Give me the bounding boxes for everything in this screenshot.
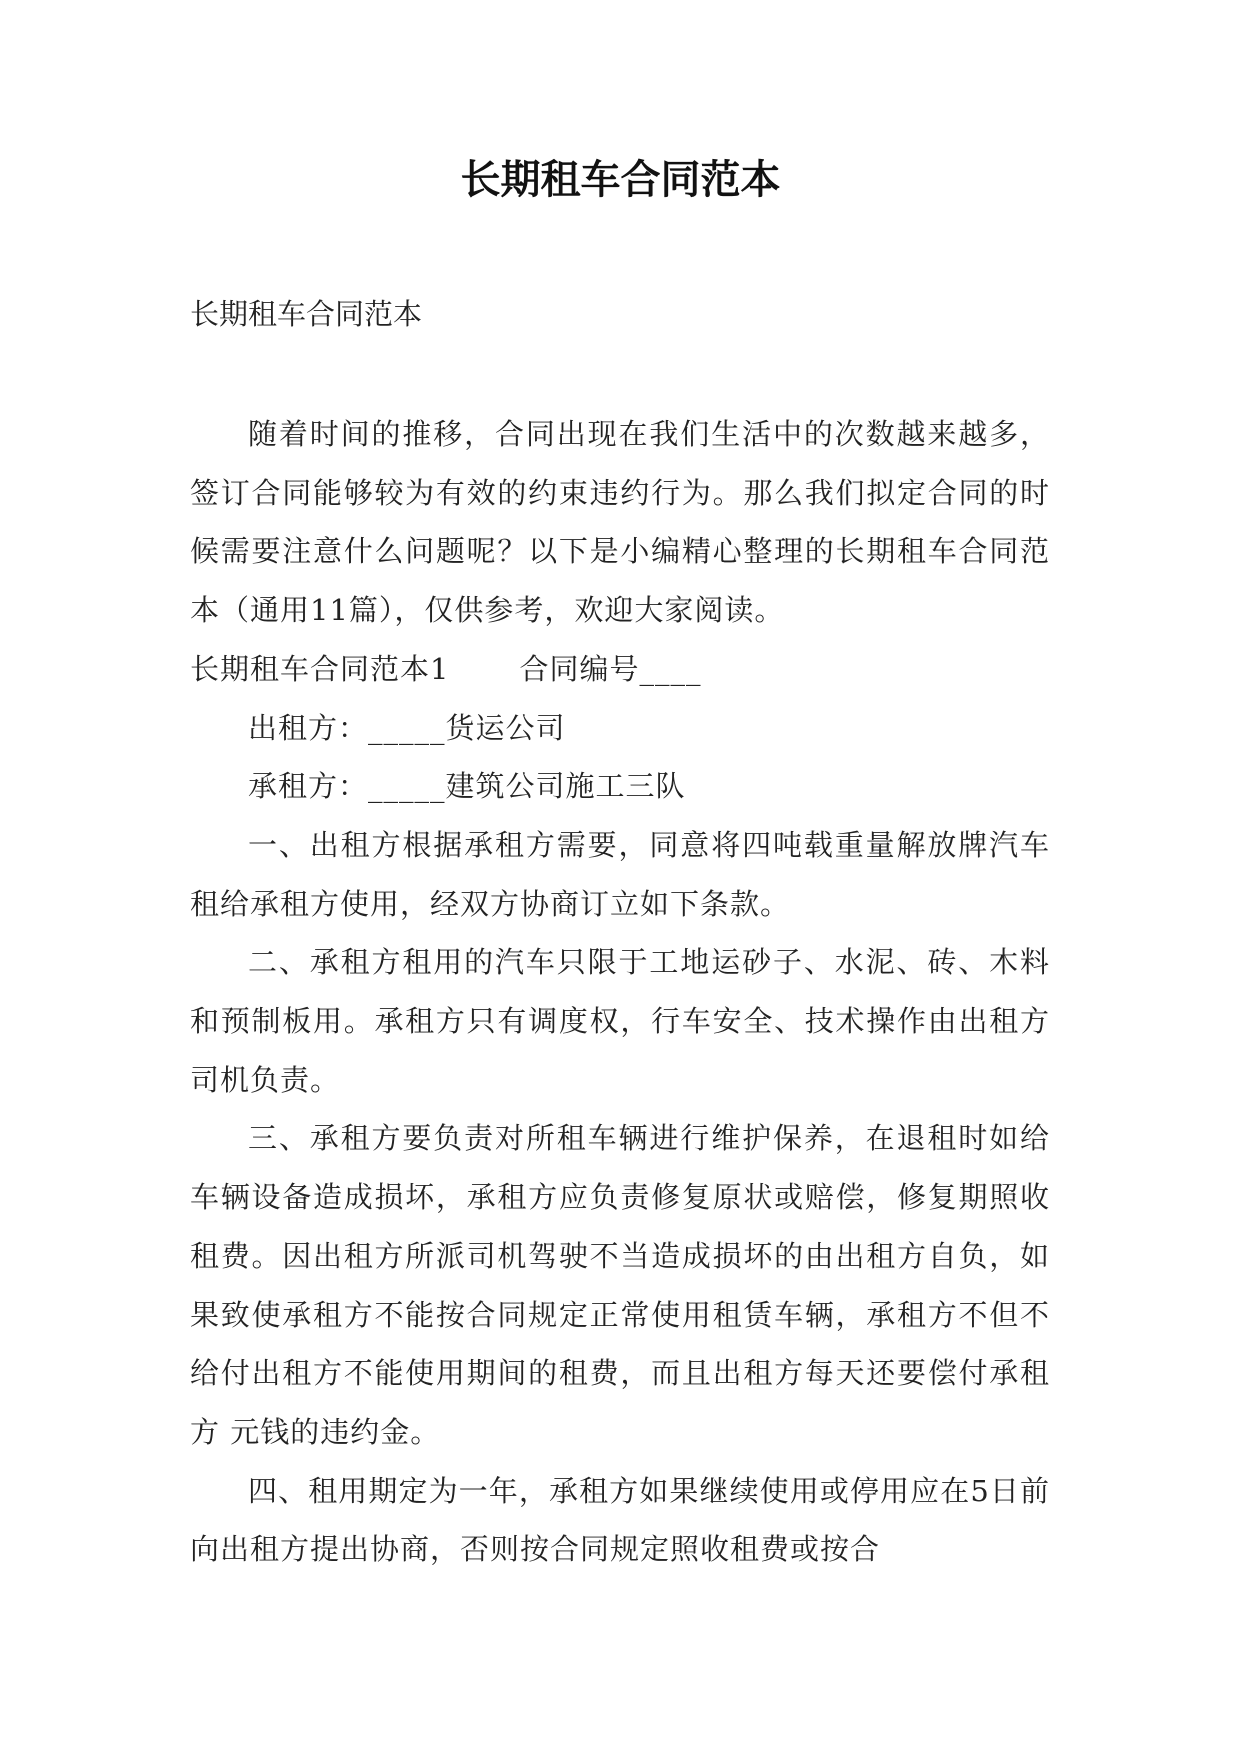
lessee-line: 承租方：_____建筑公司施工三队 <box>248 769 686 804</box>
document-subtitle: 长期租车合同范本 <box>190 297 423 331</box>
clause-3: 三、承租方要负责对所租车辆进行维护保养，在退租时如给车辆设备造成损坏，承租方应负责修复原状或赔偿，修复期照收租费。因出租方所派司机驾驶不当造成损坏的由出租方自负，如果致使承租方不能按合同规定正常使用租赁车辆，承租方不但不给付出租方不能使用期间的租费，而且出租方每天还要偿付承租方 元钱的违约金。 <box>190 1121 1050 1449</box>
clause-2: 二、承租方租用的汽车只限于工地运砂子、水泥、砖、木料和预制板用。承租方只有调度权，行车安全、技术操作由出租方司机负责。 <box>190 945 1050 1097</box>
intro-paragraph: 随着时间的推移，合同出现在我们生活中的次数越来越多，签订合同能够较为有效的约束违约行为。那么我们拟定合同的时候需要注意什么问题呢？以下是小编精心整理的长期租车合同范本（通用11篇），仅供参考，欢迎大家阅读。 <box>190 417 1050 628</box>
lessor-line: 出租方：_____货运公司 <box>248 710 566 745</box>
section-heading: 长期租车合同范本1 <box>190 651 450 686</box>
document-title: 长期租车合同范本 <box>460 157 781 203</box>
clause-4: 四、租用期定为一年，承租方如果继续使用或停用应在5日前向出租方提出协商，否则按合同规定照收租费或按合 <box>190 1473 1050 1567</box>
clause-1: 一、出租方根据承租方需要，同意将四吨载重量解放牌汽车租给承租方使用，经双方协商订立如下条款。 <box>190 827 1050 921</box>
document-body <box>190 405 1050 1579</box>
contract-number: 合同编号____ <box>519 651 702 686</box>
section-heading-line <box>190 640 1050 699</box>
